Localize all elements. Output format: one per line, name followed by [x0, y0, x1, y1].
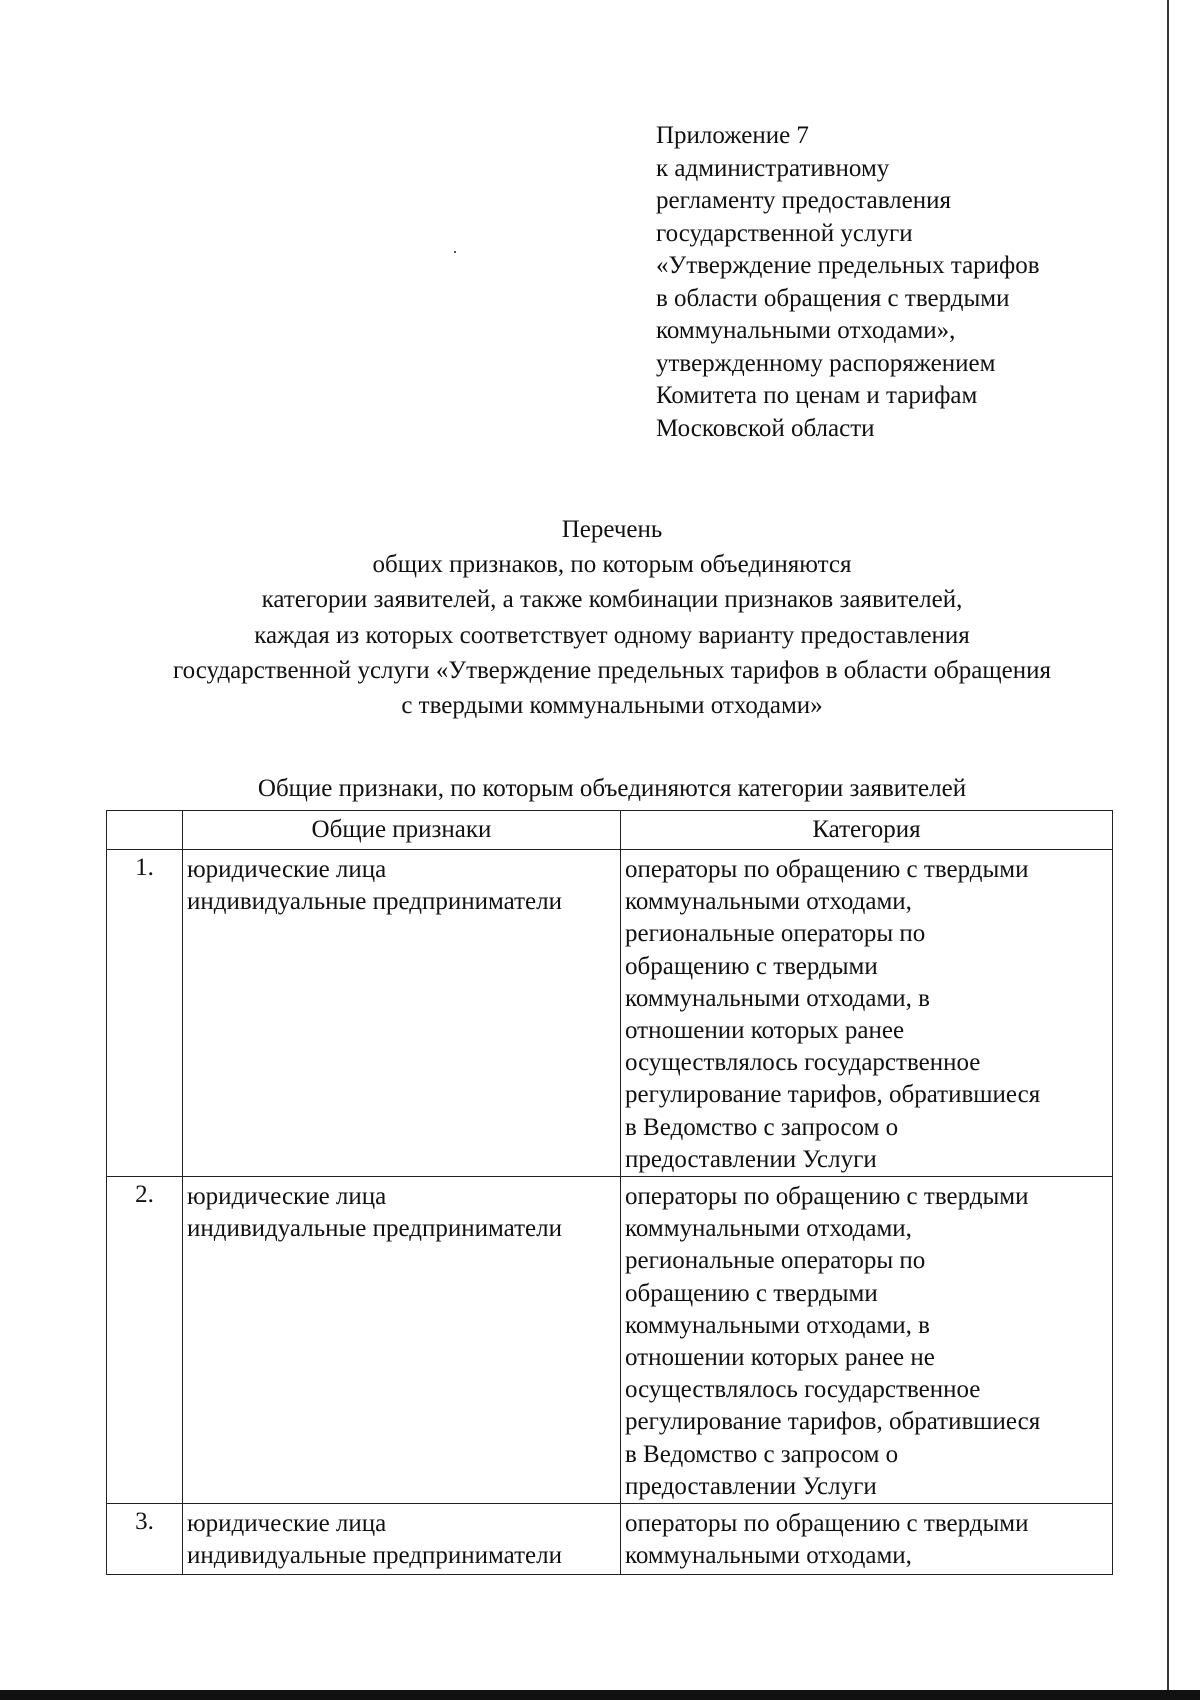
title-line: категории заявителей, а также комбинации признаков заявителей, — [261, 586, 963, 614]
row-category — [621, 1504, 1113, 1575]
table-row — [107, 1504, 1113, 1575]
appendix-line: Московской области — [656, 414, 875, 442]
category-line: осуществлялось государственное — [625, 1049, 981, 1077]
category-line: коммунальными отходами, в — [625, 1311, 930, 1339]
row-number: 3. — [107, 1504, 183, 1575]
category-line: коммунальными отходами, — [625, 1215, 912, 1243]
category-line: операторы по обращению с твердыми — [625, 856, 1029, 883]
appendix-line: к административному — [656, 154, 890, 182]
category-line: отношении которых ранее — [625, 1017, 905, 1045]
category-line: операторы по обращению с твердыми — [625, 1510, 1029, 1538]
category-line: региональные операторы по — [625, 1247, 926, 1275]
row-category — [621, 850, 1113, 1177]
category-line: регулирование тарифов, обратившиеся — [625, 1081, 1041, 1109]
row-signs: юридические лица индивидуальные предприниматели — [183, 1177, 621, 1504]
appendix-line: «Утверждение предельных тарифов — [656, 252, 1040, 279]
row-category — [621, 1177, 1113, 1504]
appendix-header — [656, 120, 1116, 445]
category-line: операторы по обращению с твердыми — [625, 1183, 1029, 1211]
row-signs: юридические лица индивидуальные предприниматели — [183, 850, 621, 1177]
header-category: Категория — [621, 811, 1113, 850]
scan-edge-right — [1167, 0, 1169, 1700]
criteria-table — [106, 810, 1113, 1575]
category-line: осуществлялось государственное — [625, 1376, 981, 1404]
document-title — [100, 512, 1124, 723]
table-caption: Общие признаки, по которым объединяются категории заявителей — [257, 775, 967, 802]
appendix-line: Приложение 7 — [656, 122, 809, 149]
appendix-line: регламенту предоставления — [656, 187, 952, 214]
category-line: коммунальными отходами, — [625, 888, 912, 916]
appendix-line: государственной услуги — [656, 219, 913, 247]
category-line: обращению с твердыми — [625, 952, 878, 980]
scan-edge-bottom — [0, 1690, 1200, 1700]
table-row — [107, 1177, 1113, 1504]
header-number — [107, 811, 183, 850]
table-row — [107, 850, 1113, 1177]
appendix-line: утвержденному распоряжением — [656, 349, 996, 377]
scan-speck — [454, 251, 456, 253]
category-line: отношении которых ранее не — [625, 1344, 935, 1372]
title-line: общих признаков, по которым объединяются — [372, 551, 852, 579]
category-line: регулирование тарифов, обратившиеся — [625, 1408, 1041, 1436]
category-line: коммунальными отходами, в — [625, 984, 930, 1012]
category-line: обращению с твердыми — [625, 1279, 878, 1307]
title-line: государственной услуги «Утверждение предельных тарифов в области обращения — [173, 656, 1051, 684]
table-header-row — [107, 811, 1113, 850]
appendix-line: Комитета по ценам и тарифам — [656, 382, 978, 409]
row-signs: юридические лица индивидуальные предприниматели — [183, 1504, 621, 1575]
category-line: в Ведомство с запросом о — [625, 1440, 899, 1468]
title-line: с твердыми коммунальными отходами» — [401, 692, 823, 720]
category-line: коммунальными отходами, — [625, 1542, 912, 1570]
category-line: предоставлении Услуги — [625, 1145, 877, 1173]
header-general-signs: Общие признаки — [183, 811, 621, 850]
appendix-line: коммунальными отходами», — [656, 317, 956, 344]
title-line: каждая из которых соответствует одному варианту предоставления — [254, 621, 970, 649]
category-line: региональные операторы по — [625, 920, 926, 948]
category-line: в Ведомство с запросом о — [625, 1113, 899, 1141]
appendix-line: в области обращения с твердыми — [656, 284, 1010, 312]
row-number: 2. — [107, 1177, 183, 1504]
row-number: 1. — [107, 850, 183, 1177]
title-line: Перечень — [561, 516, 663, 543]
category-line: предоставлении Услуги — [625, 1472, 877, 1500]
